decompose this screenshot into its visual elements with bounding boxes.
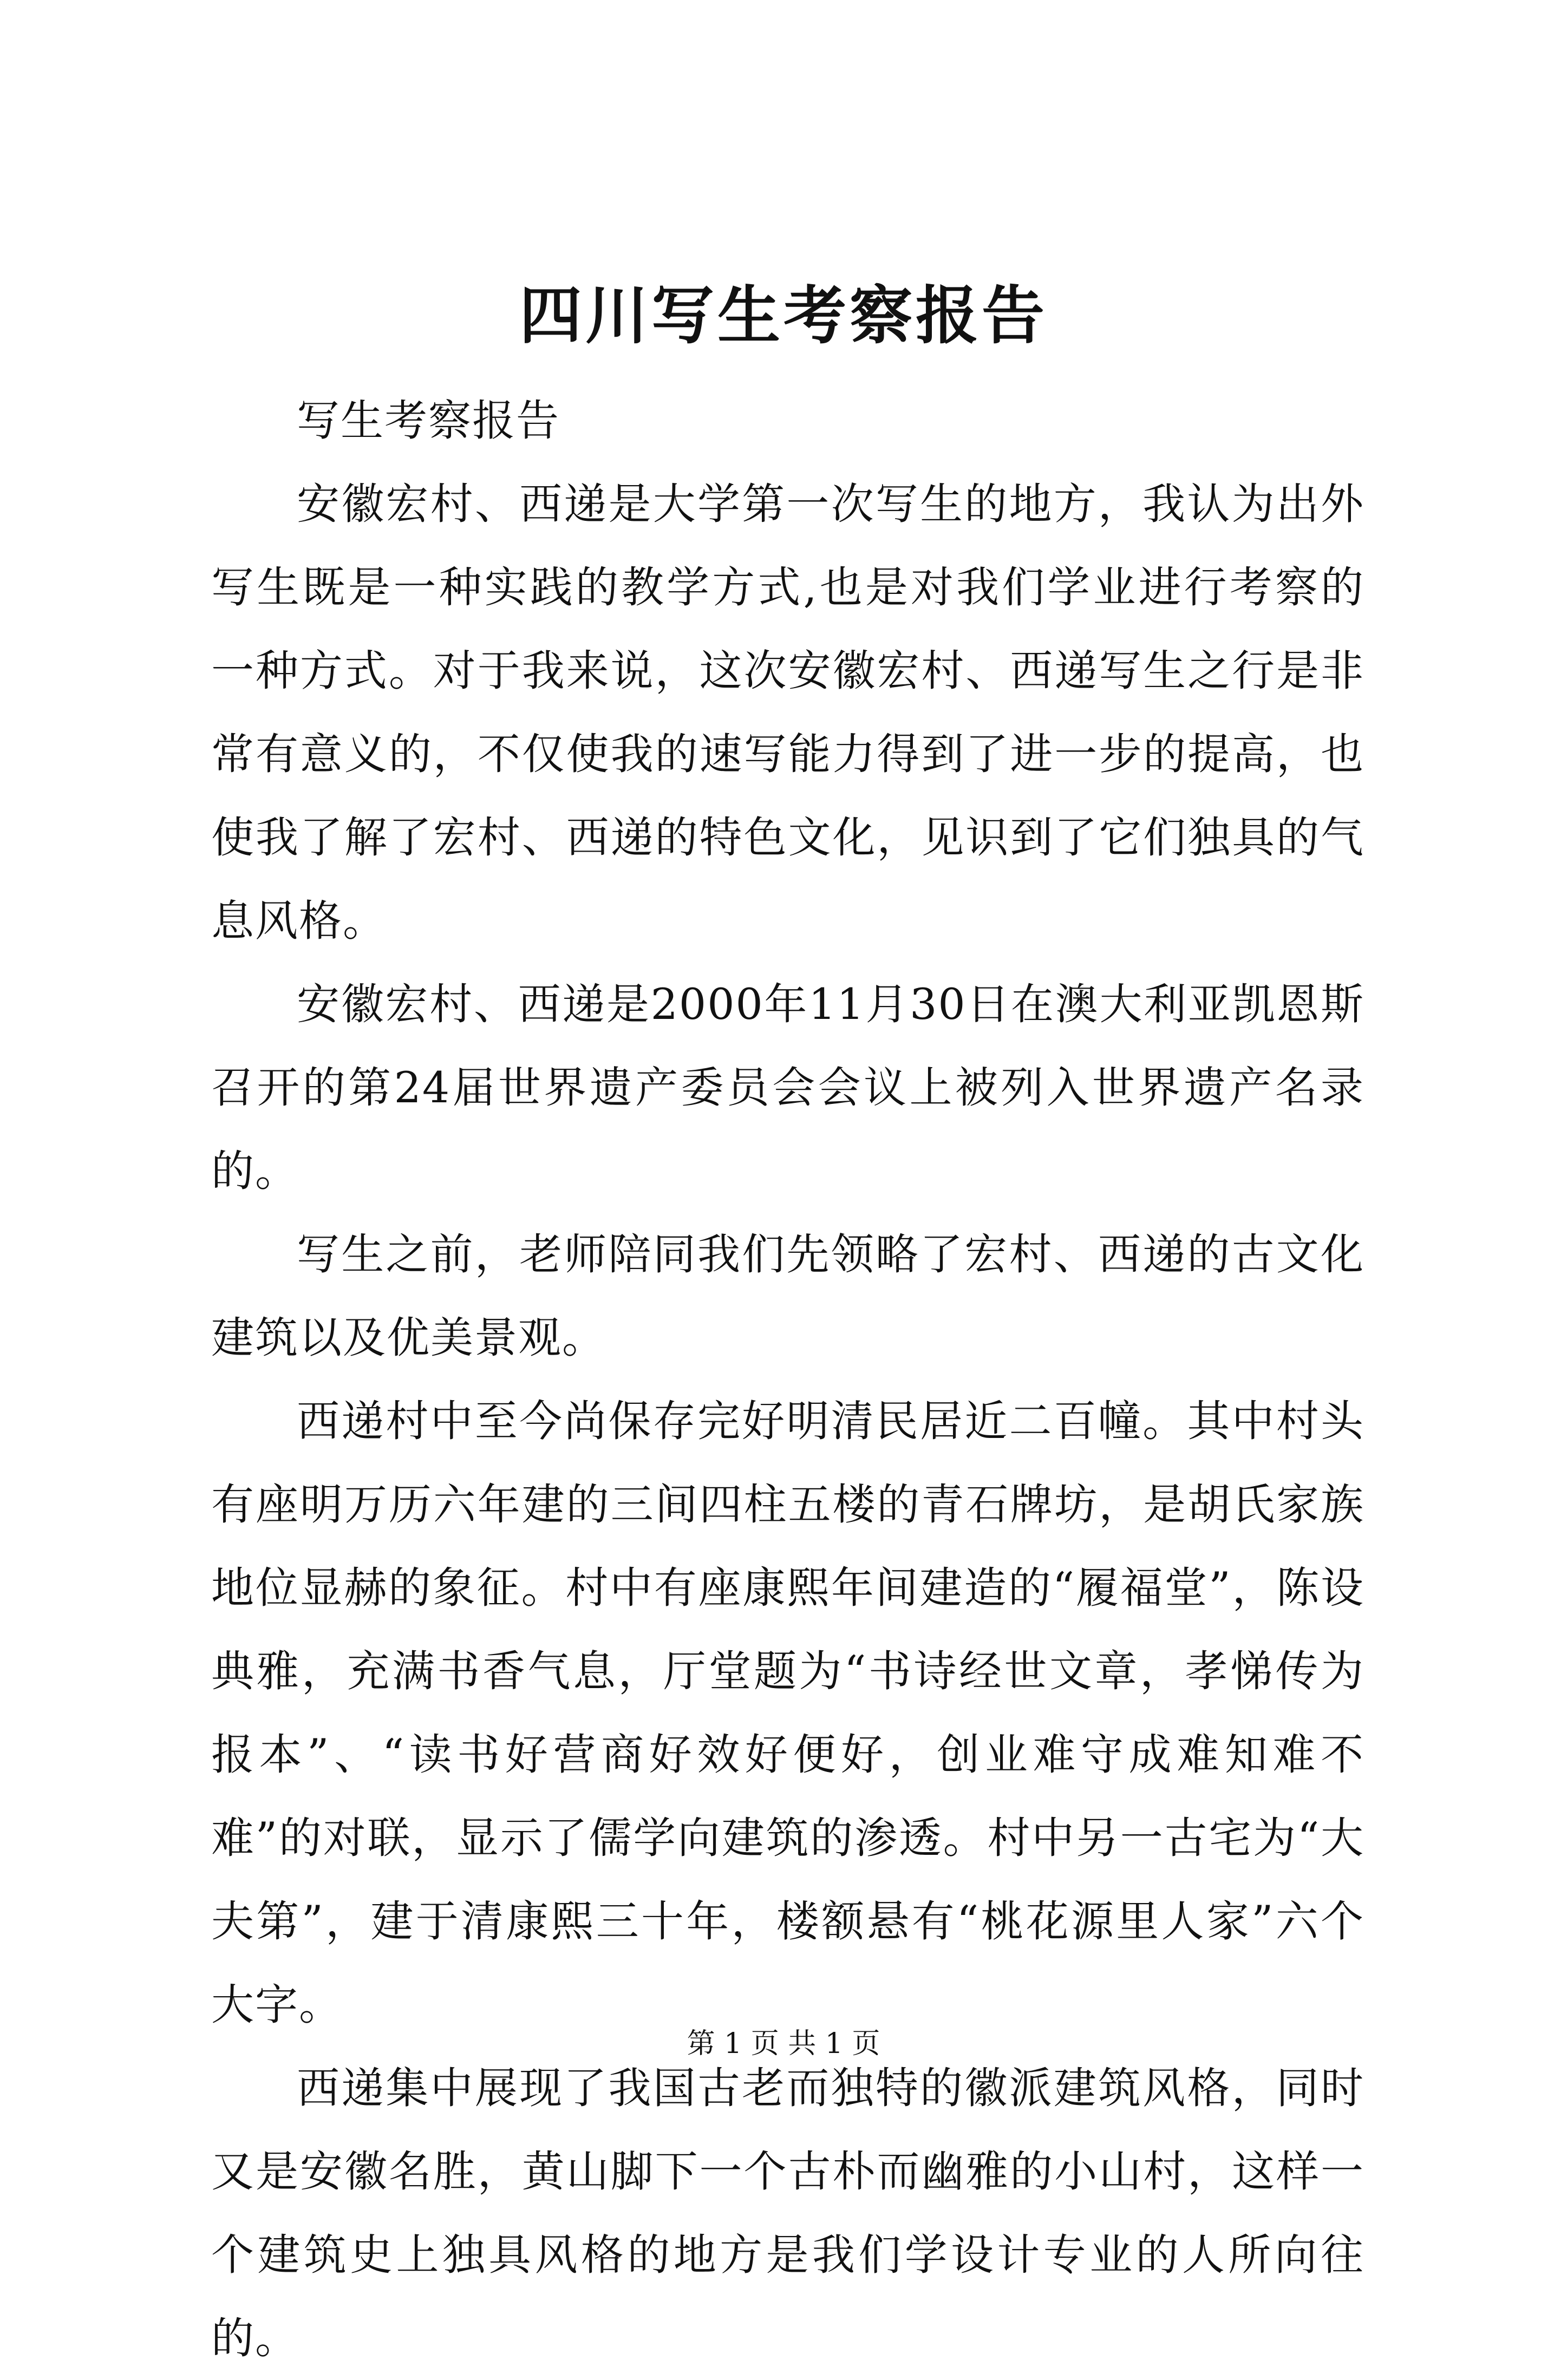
document-body [211,379,1364,2380]
page-number-footer: 第 1 页 共 1 页 [687,2028,880,2060]
paragraph-before-sketching: 写生之前，老师陪同我们先领略了宏村、西递的古文化建筑以及优美景观。 [211,1230,1364,1363]
paragraph-heritage: 安徽宏村、西递是2000年11月30日在澳大利亚凯恩斯召开的第24届世界遗产委员会会议上被列入世界遗产名录的。 [211,979,1364,1196]
paragraph-subtitle: 写生考察报告 [297,396,560,446]
paragraph-intro: 安徽宏村、西递是大学第一次写生的地方，我认为出外写生既是一种实践的教学方式,也是对我们学业进行考察的一种方式。对于我来说，这次安徽宏村、西递写生之行是非常有意义的，不仅使我的速写能力得到了进一步的提高，也使我了解了宏村、西递的特色文化，见识到了它们独具的气息风格。 [211,479,1364,946]
paragraph-xidi-village: 西递村中至今尚保存完好明清民居近二百幢。其中村头有座明万历六年建的三间四柱五楼的青石牌坊，是胡氏家族地位显赫的象征。村中有座康熙年间建造的“履福堂”，陈设典雅，充满书香气息，厅堂题为“书诗经世文章，孝悌传为报本”、“读书好营商好效好便好，创业难守成难知难不难”的对联，显示了儒学向建筑的渗透。村中另一古宅为“大夫第”，建于清康熙三十年，楼额悬有“桃花源里人家”六个大字。 [211,1396,1364,2030]
document-title: 四川写生考察报告 [519,279,1048,352]
paragraph-architecture-style: 西递集中展现了我国古老而独特的徽派建筑风格，同时又是安徽名胜，黄山脚下一个古朴而幽雅的小山村，这样一个建筑史上独具风格的地方是我们学设计专业的人所向往的。 [211,2063,1364,2363]
